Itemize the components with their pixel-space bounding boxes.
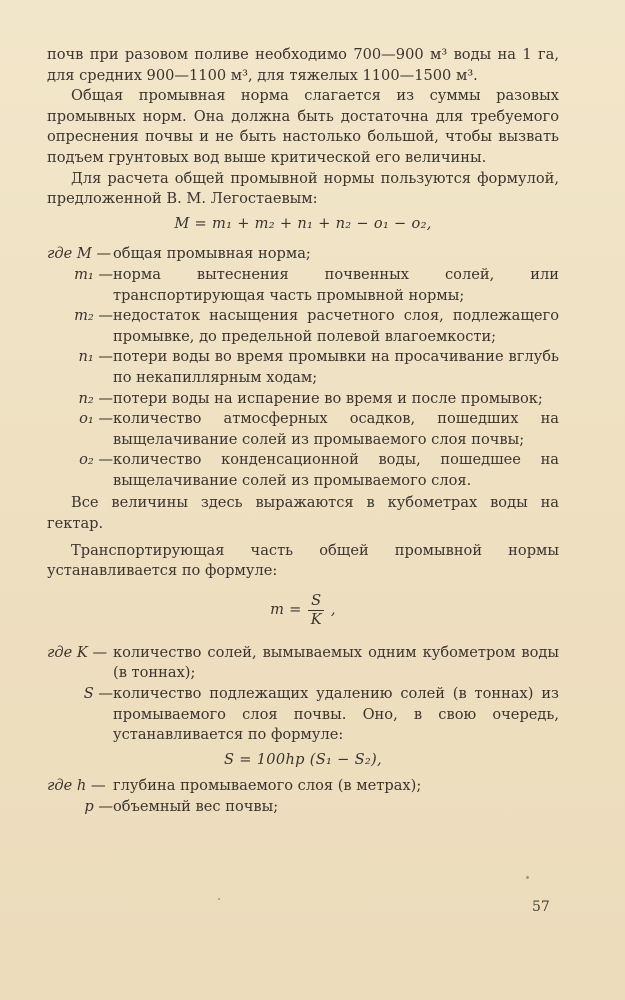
definition-term: n₂ — — [78, 389, 113, 407]
print-speck — [526, 876, 529, 879]
formula-lhs: m = — [270, 601, 302, 619]
definitions-formula-3 — [47, 776, 559, 817]
definition-desc: количество атмосферных осадков, пошедших на выщелачивание солей из промываемого слоя почвы; — [113, 410, 559, 448]
definitions-formula-1 — [47, 244, 559, 491]
definition-desc: потери воды на испарение во время и после промывок; — [113, 389, 543, 407]
definition-item — [47, 684, 559, 746]
definition-desc: общая промывная норма; — [113, 245, 311, 263]
definition-item — [47, 409, 559, 450]
paragraph-transport-part: Транспортирующая часть общей промывной нормы устанавливается по формуле: — [47, 541, 559, 580]
formula-fraction — [308, 592, 325, 629]
definitions-formula-2 — [47, 643, 559, 746]
definition-item — [47, 450, 559, 491]
definition-term: o₁ — — [79, 410, 113, 428]
definition-desc: норма вытеснения почвенных солей, или транспортирующая часть промывной нормы; — [113, 265, 559, 304]
text-column — [47, 45, 559, 820]
definition-item — [47, 347, 559, 388]
definition-item — [47, 244, 559, 265]
formula-transport-part — [47, 592, 559, 629]
paragraph-calculation-intro: Для расчета общей промывной нормы пользуются формулой, предложенной В. М. Легостаевым: — [47, 169, 559, 208]
definition-term: m₂ — — [74, 307, 113, 325]
definition-item — [47, 797, 559, 818]
paragraph-units: Все величины здесь выражаются в кубометрах воды на гектар. — [47, 494, 559, 533]
definition-desc: количество подлежащих удалению солей (в тоннах) из промываемого слоя почвы. Оно, в свою очередь, устанавливается по формуле: — [113, 685, 559, 744]
definition-desc: глубина промываемого слоя (в метрах); — [113, 777, 422, 795]
definition-item — [47, 643, 559, 684]
definition-item — [47, 776, 559, 797]
definition-desc: объемный вес почвы; — [113, 798, 279, 815]
print-speck — [218, 898, 220, 900]
fraction-denominator: K — [310, 610, 322, 628]
definition-term: m₁ — — [74, 265, 113, 283]
definition-term: p — — [84, 798, 113, 815]
paragraph-total-norm: Общая промывная норма слагается из суммы разовых промывных норм. Она должна быть достаточна для требуемого опреснения почвы и не быть настолько большой, чтобы вызвать подъем грунтовых вод выше критической его величины. — [47, 87, 559, 166]
definition-item — [47, 389, 559, 410]
definition-term: S — — [83, 685, 113, 703]
definition-term: o₂ — — [79, 451, 113, 469]
page-number: 57 — [532, 899, 550, 915]
definition-item — [47, 306, 559, 347]
definition-item — [47, 265, 559, 306]
definition-desc: потери воды во время промывки на просачивание вглубь по некапиллярным ходам; — [113, 348, 559, 386]
definition-term: где h — — [47, 777, 106, 795]
definition-desc: количество солей, вымываемых одним кубометром воды (в тоннах); — [113, 643, 559, 682]
formula-legostaev: M = m₁ + m₂ + n₁ + n₂ − o₁ − o₂, — [174, 214, 432, 232]
formula-tail: , — [330, 601, 336, 619]
formula-salt-amount: S = 100hp (S₁ − S₂), — [224, 750, 382, 768]
definition-desc: недостаток насыщения расчетного слоя, подлежащего промывке, до предельной полевой влагоемкости; — [113, 307, 559, 345]
paragraph-continued: почв при разовом поливе необходимо 700—900 м³ воды на 1 га, для средних 900—1100 м³, для тяжелых 1100—1500 м³. — [47, 46, 559, 84]
definition-term: где M — — [47, 245, 112, 263]
definition-desc: количество конденсационной воды, пошедшее на выщелачивание солей из промываемого слоя. — [113, 451, 559, 489]
definition-term: где K — — [47, 643, 108, 661]
fraction-numerator: S — [308, 592, 324, 611]
definition-term: n₁ — — [78, 348, 113, 366]
